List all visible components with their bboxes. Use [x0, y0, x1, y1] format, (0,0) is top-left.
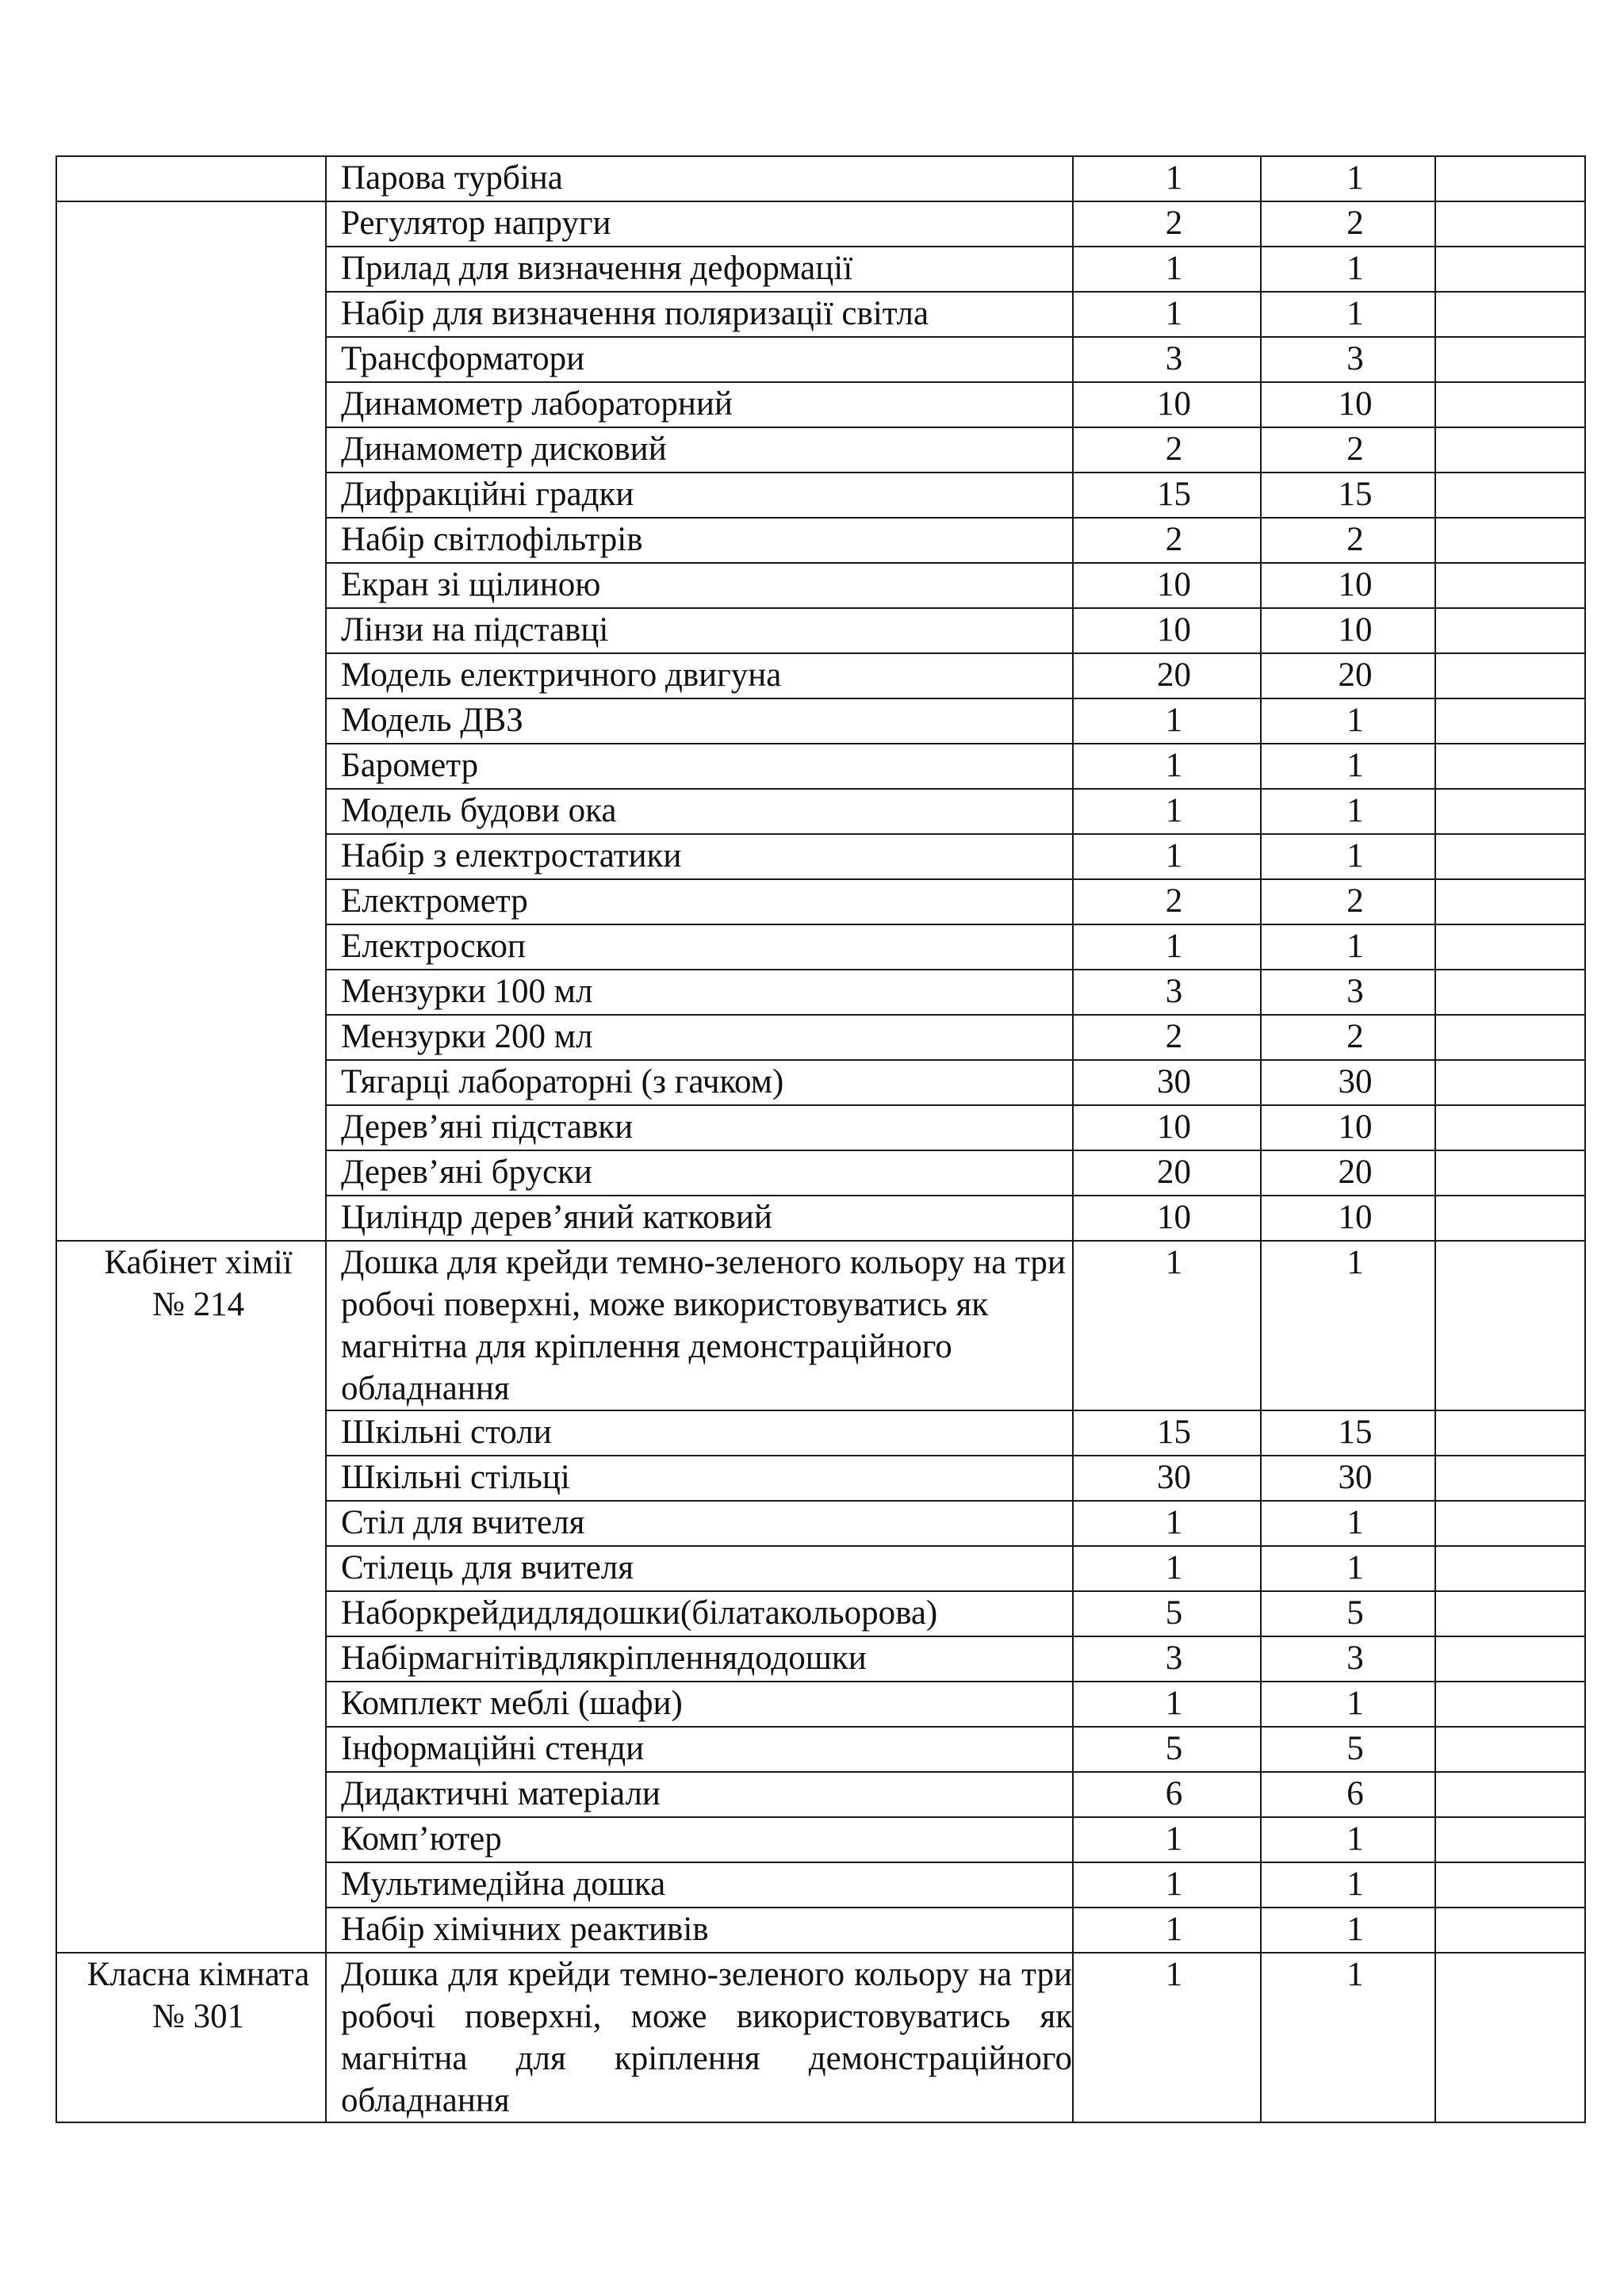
quantity-available-cell: 2 — [1261, 427, 1435, 473]
quantity-available-cell: 3 — [1261, 1636, 1435, 1682]
item-name-cell: Набірмагнітівдлякріпленнядодошки — [326, 1636, 1073, 1682]
notes-cell — [1435, 427, 1585, 473]
quantity-cell: 10 — [1073, 563, 1261, 608]
equipment-table — [56, 155, 1586, 2123]
notes-cell — [1435, 653, 1585, 698]
item-name-cell: Мультимедійна дошка — [326, 1862, 1073, 1908]
notes-cell — [1435, 156, 1585, 201]
classroom-room-cell — [56, 1953, 326, 2122]
notes-cell — [1435, 247, 1585, 292]
quantity-available-cell: 3 — [1261, 337, 1435, 382]
item-name-cell: Набір з електростатики — [326, 834, 1073, 879]
quantity-available-cell: 1 — [1261, 698, 1435, 744]
quantity-available-cell: 10 — [1261, 1196, 1435, 1241]
quantity-cell: 1 — [1073, 1953, 1261, 2122]
table-row — [56, 1953, 1585, 2122]
quantity-cell: 1 — [1073, 156, 1261, 201]
notes-cell — [1435, 1105, 1585, 1150]
notes-cell — [1435, 608, 1585, 653]
item-name-cell: Парова турбіна — [326, 156, 1073, 201]
item-name-cell: Дерев’яні бруски — [326, 1150, 1073, 1196]
notes-cell — [1435, 1410, 1585, 1456]
quantity-cell: 5 — [1073, 1591, 1261, 1636]
notes-cell — [1435, 1456, 1585, 1501]
quantity-cell: 10 — [1073, 382, 1261, 427]
notes-cell — [1435, 1636, 1585, 1682]
quantity-available-cell: 1 — [1261, 1908, 1435, 1953]
quantity-available-cell: 1 — [1261, 1501, 1435, 1546]
notes-cell — [1435, 1772, 1585, 1817]
quantity-cell: 1 — [1073, 924, 1261, 970]
quantity-available-cell: 10 — [1261, 382, 1435, 427]
quantity-cell: 1 — [1073, 1817, 1261, 1862]
quantity-available-cell: 1 — [1261, 789, 1435, 834]
item-name-cell: Модель будови ока — [326, 789, 1073, 834]
quantity-available-cell: 10 — [1261, 563, 1435, 608]
item-name-cell: Дидактичні матеріали — [326, 1772, 1073, 1817]
quantity-available-cell: 1 — [1261, 247, 1435, 292]
notes-cell — [1435, 970, 1585, 1015]
table-row — [56, 201, 1585, 247]
quantity-available-cell: 20 — [1261, 1150, 1435, 1196]
quantity-available-cell: 3 — [1261, 970, 1435, 1015]
quantity-available-cell: 15 — [1261, 1410, 1435, 1456]
notes-cell — [1435, 1060, 1585, 1105]
quantity-available-cell: 1 — [1261, 1817, 1435, 1862]
item-name-cell: Стіл для вчителя — [326, 1501, 1073, 1546]
quantity-available-cell: 30 — [1261, 1456, 1435, 1501]
item-name-cell: Динамометр дисковий — [326, 427, 1073, 473]
quantity-cell: 1 — [1073, 789, 1261, 834]
quantity-cell: 1 — [1073, 744, 1261, 789]
quantity-available-cell: 6 — [1261, 1772, 1435, 1817]
physics-room-cell — [56, 201, 326, 1241]
quantity-cell: 2 — [1073, 1015, 1261, 1060]
item-name-cell: Мензурки 100 мл — [326, 970, 1073, 1015]
item-name-cell: Комплект меблі (шафи) — [326, 1682, 1073, 1727]
item-name-cell: Динамометр лабораторний — [326, 382, 1073, 427]
item-name-cell: Мензурки 200 мл — [326, 1015, 1073, 1060]
notes-cell — [1435, 1015, 1585, 1060]
quantity-available-cell: 1 — [1261, 292, 1435, 337]
quantity-cell: 1 — [1073, 698, 1261, 744]
item-name-cell: Шкільні стільці — [326, 1456, 1073, 1501]
quantity-available-cell: 1 — [1261, 1953, 1435, 2122]
notes-cell — [1435, 879, 1585, 924]
quantity-cell: 15 — [1073, 1410, 1261, 1456]
quantity-available-cell: 30 — [1261, 1060, 1435, 1105]
item-name-cell: Шкільні столи — [326, 1410, 1073, 1456]
classroom-room-number: № 301 — [151, 1998, 245, 2035]
item-name-cell: Прилад для визначення деформації — [326, 247, 1073, 292]
quantity-cell: 2 — [1073, 201, 1261, 247]
item-name-cell: Модель ДВЗ — [326, 698, 1073, 744]
item-name-cell: Екран зі щілиною — [326, 563, 1073, 608]
item-name-cell: Барометр — [326, 744, 1073, 789]
notes-cell — [1435, 698, 1585, 744]
notes-cell — [1435, 1546, 1585, 1591]
notes-cell — [1435, 201, 1585, 247]
table-row — [56, 1241, 1585, 1410]
quantity-available-cell: 10 — [1261, 1105, 1435, 1150]
quantity-available-cell: 20 — [1261, 653, 1435, 698]
item-name-cell: Дошка для крейди темно-зеленого кольору на три робочі поверхні, може використовуватись як магнітна для кріплення демонстраційного обладнання — [326, 1241, 1073, 1410]
item-name-cell: Набір хімічних реактивів — [326, 1908, 1073, 1953]
chemistry-room-name: Кабінет хімії — [104, 1244, 293, 1281]
quantity-available-cell: 2 — [1261, 518, 1435, 563]
quantity-available-cell: 1 — [1261, 156, 1435, 201]
quantity-cell: 10 — [1073, 1196, 1261, 1241]
item-name-cell: Тягарці лабораторні (з гачком) — [326, 1060, 1073, 1105]
quantity-available-cell: 1 — [1261, 1862, 1435, 1908]
quantity-available-cell: 2 — [1261, 879, 1435, 924]
quantity-available-cell: 1 — [1261, 1241, 1435, 1410]
quantity-available-cell: 2 — [1261, 1015, 1435, 1060]
item-name-cell: Циліндр дерев’яний катковий — [326, 1196, 1073, 1241]
table-row — [56, 156, 1585, 201]
quantity-cell: 30 — [1073, 1060, 1261, 1105]
item-name-cell: Модель електричного двигуна — [326, 653, 1073, 698]
quantity-available-cell: 1 — [1261, 1546, 1435, 1591]
quantity-cell: 1 — [1073, 247, 1261, 292]
quantity-available-cell: 5 — [1261, 1727, 1435, 1772]
quantity-cell: 3 — [1073, 970, 1261, 1015]
notes-cell — [1435, 382, 1585, 427]
quantity-cell: 1 — [1073, 834, 1261, 879]
quantity-cell: 1 — [1073, 1908, 1261, 1953]
quantity-cell: 10 — [1073, 608, 1261, 653]
notes-cell — [1435, 563, 1585, 608]
item-name-cell: Дерев’яні підставки — [326, 1105, 1073, 1150]
notes-cell — [1435, 1908, 1585, 1953]
quantity-cell: 2 — [1073, 879, 1261, 924]
notes-cell — [1435, 1591, 1585, 1636]
notes-cell — [1435, 744, 1585, 789]
item-name-cell: Комп’ютер — [326, 1817, 1073, 1862]
item-name-cell: Набір для визначення поляризації світла — [326, 292, 1073, 337]
item-name-cell: Інформаційні стенди — [326, 1727, 1073, 1772]
quantity-available-cell: 1 — [1261, 744, 1435, 789]
chemistry-room-number: № 214 — [151, 1286, 245, 1323]
notes-cell — [1435, 1501, 1585, 1546]
item-name-cell: Регулятор напруги — [326, 201, 1073, 247]
notes-cell — [1435, 924, 1585, 970]
notes-cell — [1435, 473, 1585, 518]
quantity-available-cell: 2 — [1261, 201, 1435, 247]
item-name-cell: Електроскоп — [326, 924, 1073, 970]
quantity-available-cell: 1 — [1261, 1682, 1435, 1727]
notes-cell — [1435, 789, 1585, 834]
quantity-available-cell: 10 — [1261, 608, 1435, 653]
quantity-cell: 1 — [1073, 1682, 1261, 1727]
item-name-cell: Електрометр — [326, 879, 1073, 924]
quantity-cell: 1 — [1073, 292, 1261, 337]
notes-cell — [1435, 1150, 1585, 1196]
quantity-cell: 1 — [1073, 1501, 1261, 1546]
item-name-cell: Трансформатори — [326, 337, 1073, 382]
item-name-cell: Дошка для крейди темно-зеленого кольору на три робочі поверхні, може використовуватись як магнітна для кріплення демонстраційного обладнання — [326, 1953, 1073, 2122]
notes-cell — [1435, 1727, 1585, 1772]
quantity-available-cell: 1 — [1261, 924, 1435, 970]
equipment-table-body — [56, 156, 1585, 2122]
notes-cell — [1435, 834, 1585, 879]
chemistry-room-cell — [56, 1241, 326, 1953]
top-room-cell — [56, 156, 326, 201]
notes-cell — [1435, 1682, 1585, 1727]
quantity-cell: 1 — [1073, 1241, 1261, 1410]
notes-cell — [1435, 1817, 1585, 1862]
quantity-cell: 6 — [1073, 1772, 1261, 1817]
quantity-cell: 30 — [1073, 1456, 1261, 1501]
quantity-cell: 20 — [1073, 653, 1261, 698]
quantity-cell: 3 — [1073, 337, 1261, 382]
item-name-cell: Наборкрейдидлядошки(білатакольорова) — [326, 1591, 1073, 1636]
notes-cell — [1435, 1241, 1585, 1410]
quantity-cell: 15 — [1073, 473, 1261, 518]
quantity-cell: 2 — [1073, 518, 1261, 563]
item-name-cell: Лінзи на підставці — [326, 608, 1073, 653]
notes-cell — [1435, 337, 1585, 382]
notes-cell — [1435, 1862, 1585, 1908]
item-name-cell: Стілець для вчителя — [326, 1546, 1073, 1591]
quantity-cell: 3 — [1073, 1636, 1261, 1682]
quantity-cell: 10 — [1073, 1105, 1261, 1150]
quantity-available-cell: 1 — [1261, 834, 1435, 879]
notes-cell — [1435, 1196, 1585, 1241]
quantity-cell: 20 — [1073, 1150, 1261, 1196]
item-name-cell: Дифракційні градки — [326, 473, 1073, 518]
item-name-cell: Набір світлофільтрів — [326, 518, 1073, 563]
quantity-available-cell: 5 — [1261, 1591, 1435, 1636]
quantity-available-cell: 15 — [1261, 473, 1435, 518]
quantity-cell: 5 — [1073, 1727, 1261, 1772]
quantity-cell: 2 — [1073, 427, 1261, 473]
notes-cell — [1435, 518, 1585, 563]
notes-cell — [1435, 1953, 1585, 2122]
classroom-room-name: Класна кімната — [86, 1956, 310, 1993]
quantity-cell: 1 — [1073, 1862, 1261, 1908]
quantity-cell: 1 — [1073, 1546, 1261, 1591]
notes-cell — [1435, 292, 1585, 337]
